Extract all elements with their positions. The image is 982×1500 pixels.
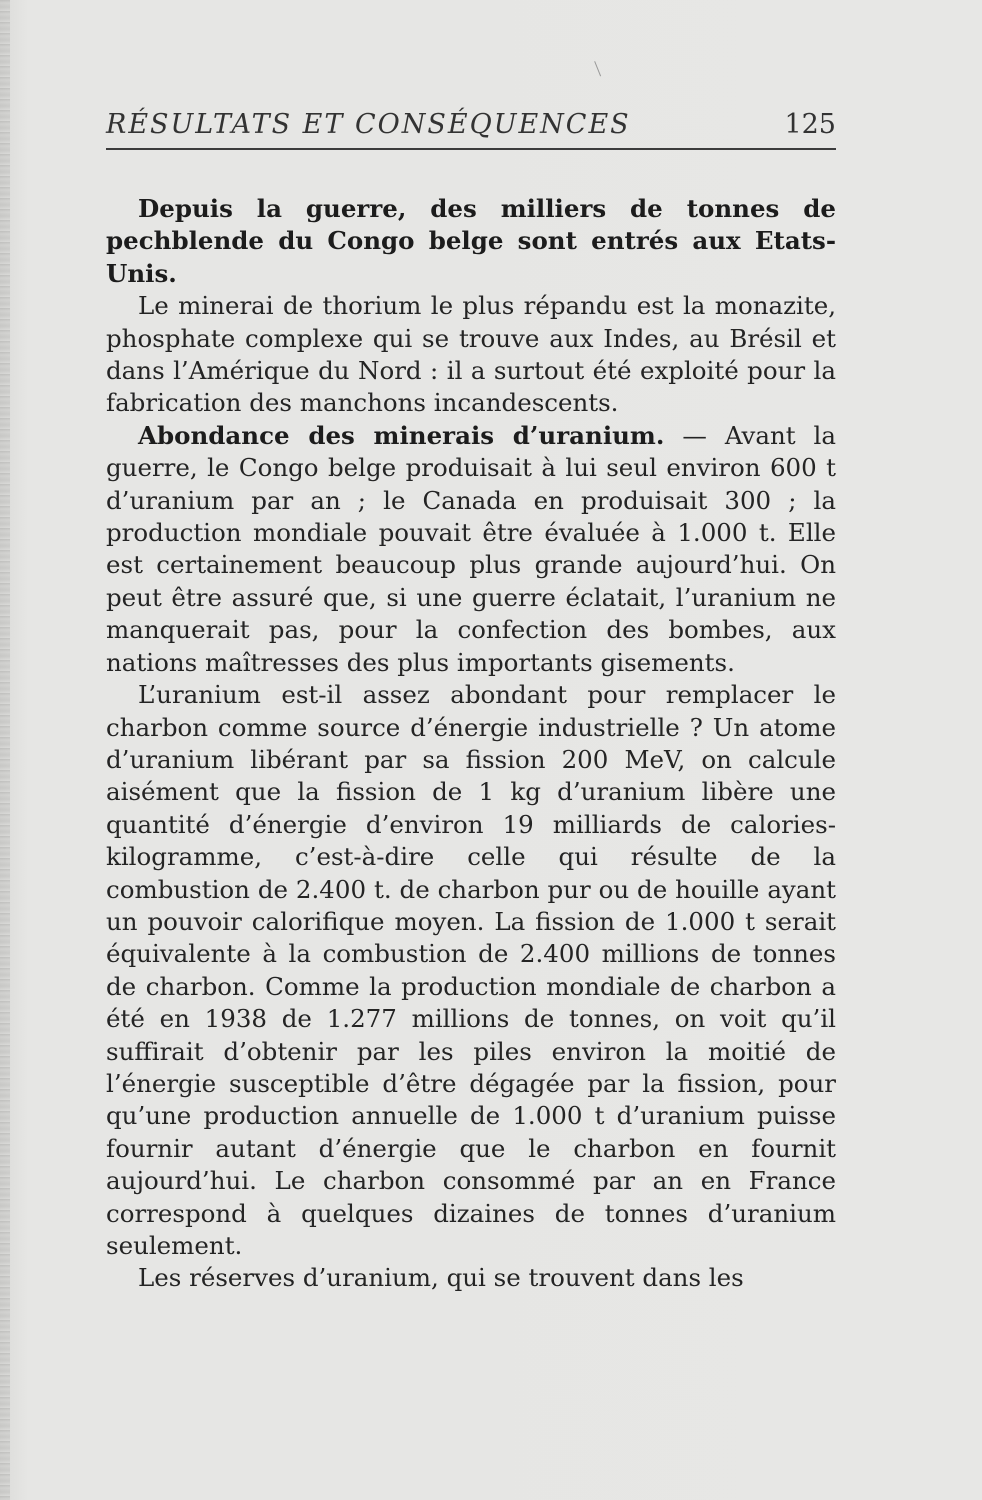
page-body bbox=[106, 193, 836, 1295]
running-header bbox=[106, 106, 836, 146]
paragraph-3-text: — Avant la guerre, le Congo belge produisait à lui seul environ 600 t d’uranium par an ; le Canada en produisait 300 ; la production mondiale pouvait être évaluée à 1.000 t. Elle est certainement beaucoup plus grande aujourd’hui. On peut être assuré que, si une guerre éclatait, l’uranium ne manquerait pas, pour la confection des bombes, aux nations maîtresses des plus importants gisements. bbox=[106, 420, 836, 677]
paragraph-5: Les réserves d’uranium, qui se trouvent dans les bbox=[138, 1263, 744, 1293]
paragraph-2: Le minerai de thorium le plus répandu est la monazite, phosphate complexe qui se trouve aux Indes, au Brésil et dans l’Amérique du Nord : il a surtout été exploité pour la fabrication des manchons incandescents. bbox=[106, 291, 836, 418]
running-title: RÉSULTATS ET CONSÉQUENCES bbox=[106, 109, 631, 140]
scan-mark bbox=[594, 60, 605, 77]
paragraph-4: L’uranium est-il assez abondant pour remplacer le charbon comme source d’énergie industrielle ? Un atome d’uranium libérant par sa fission 200 MeV, on calcule aisément que la fission de 1 kg d’uranium libère une quantité d’énergie d’environ 19 milliards de calories-kilogramme, c’est-à-dire celle qui résulte de la combustion de 2.400 t. de charbon pur ou de houille ayant un pouvoir calorifique moyen. La fission de 1.000 t serait équivalente à la combustion de 2.400 millions de tonnes de charbon. Comme la production mondiale de charbon a été en 1938 de 1.277 millions de tonnes, on voit qu’il suffirait d’obtenir par les piles environ la moitié de l’énergie susceptible d’être dégagée par la fission, pour qu’une production annuelle de 1.000 t d’uranium puisse fournir autant d’énergie que le charbon en fournit aujourd’hui. Le charbon consommé par an en France correspond à quelques dizaines de tonnes d’uranium seulement. bbox=[106, 680, 836, 1260]
header-rule bbox=[106, 148, 836, 150]
paragraph-1: Depuis la guerre, des milliers de tonnes de pechblende du Congo belge sont entrés aux Etats-Unis. bbox=[106, 194, 836, 288]
section-heading: Abondance des minerais d’uranium. bbox=[138, 420, 665, 450]
paragraph-3 bbox=[106, 420, 836, 679]
page-number: 125 bbox=[784, 109, 836, 140]
binding-edge bbox=[0, 0, 10, 1500]
